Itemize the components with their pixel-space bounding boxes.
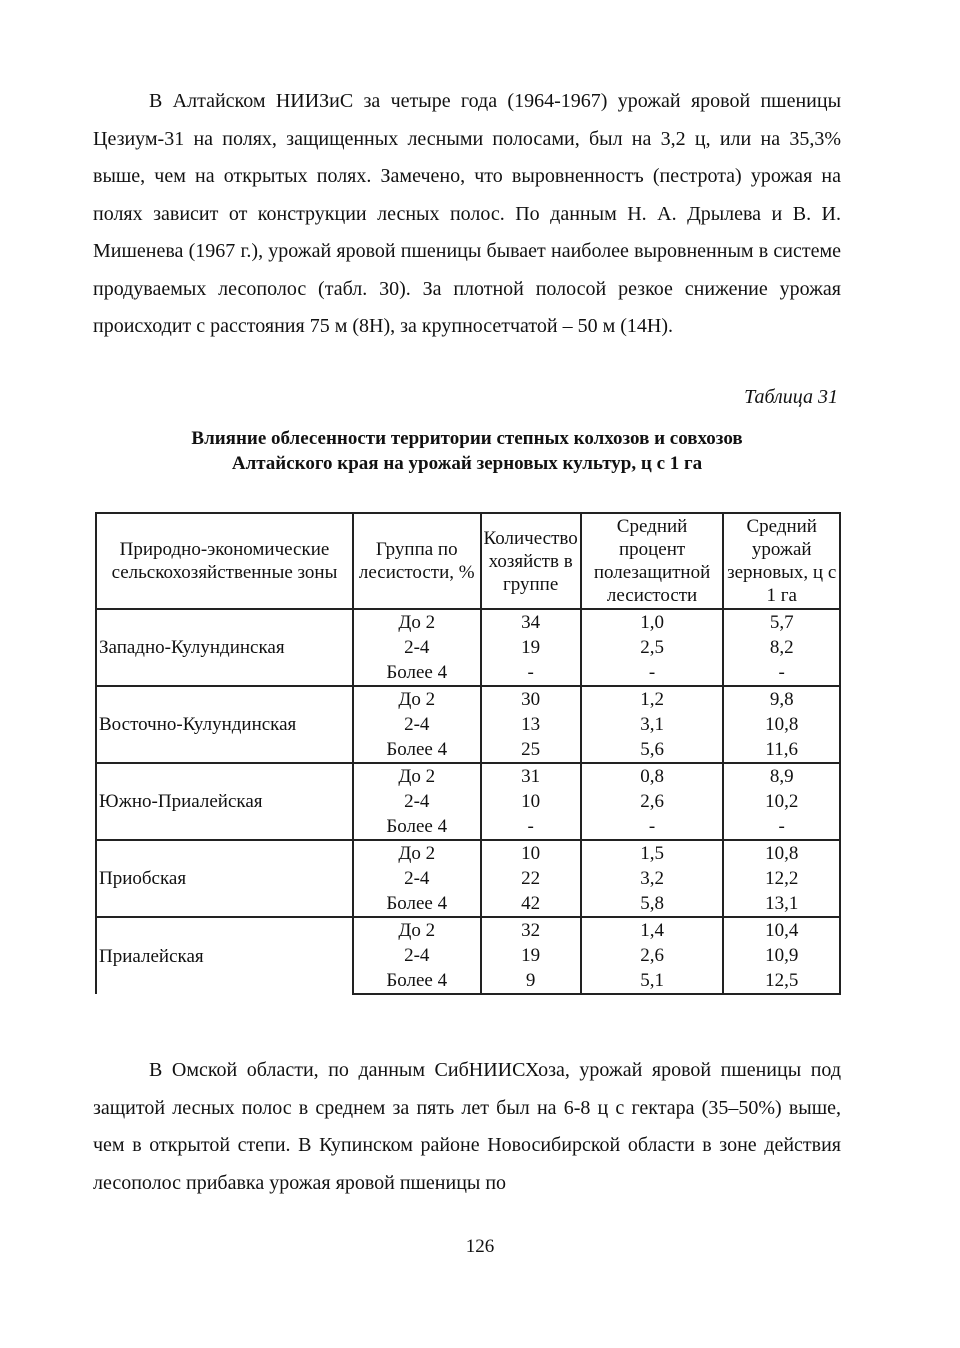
percent-cell: 1,2 [581, 686, 724, 712]
percent-cell: 5,8 [581, 891, 724, 917]
table-body [96, 609, 840, 994]
count-cell: 31 [481, 763, 581, 789]
percent-cell: 1,5 [581, 840, 724, 866]
header-group: Группа по лесистости, % [353, 513, 481, 609]
count-cell: 32 [481, 917, 581, 943]
count-cell: 10 [481, 789, 581, 814]
count-cell: 25 [481, 737, 581, 763]
table-row [96, 763, 840, 789]
yield-cell: - [723, 660, 840, 686]
count-cell: 42 [481, 891, 581, 917]
table-row [96, 917, 840, 943]
yield-cell: 8,2 [723, 635, 840, 660]
table-title-line-1: Влияние облесенности территории степных колхозов и совхозов [191, 428, 743, 449]
count-cell: 19 [481, 943, 581, 968]
count-cell: 13 [481, 712, 581, 737]
percent-cell: 3,2 [581, 866, 724, 891]
percent-cell: 2,5 [581, 635, 724, 660]
header-count: Количество хозяйств в группе [481, 513, 581, 609]
count-cell: 30 [481, 686, 581, 712]
group-cell: Более 4 [353, 814, 481, 840]
group-cell: Более 4 [353, 891, 481, 917]
yield-cell: 8,9 [723, 763, 840, 789]
zone-name-cell: Южно-Приалейская [96, 763, 353, 840]
count-cell: 34 [481, 609, 581, 635]
count-cell: 19 [481, 635, 581, 660]
group-cell: 2-4 [353, 943, 481, 968]
table-label: Таблица 31 [744, 386, 838, 408]
percent-cell: 0,8 [581, 763, 724, 789]
yield-cell: 13,1 [723, 891, 840, 917]
percent-cell: - [581, 814, 724, 840]
group-cell: До 2 [353, 840, 481, 866]
yield-cell: 12,5 [723, 968, 840, 994]
yield-cell: 10,2 [723, 789, 840, 814]
table-row [96, 840, 840, 866]
table-row [96, 609, 840, 635]
yield-cell: 12,2 [723, 866, 840, 891]
table-title-line-2: Алтайского края на урожай зерновых культур, ц с 1 га [231, 453, 703, 474]
group-cell: 2-4 [353, 866, 481, 891]
count-cell: 10 [481, 840, 581, 866]
paragraph-omsk: В Омской области, по данным СибНИИСХоза, урожай яровой пшеницы под защитой лесных полос в среднем за пять лет был на 6-8 ц с гектара (35–50%) выше, чем в открытой степи. В Купинском районе Новосибирской области в зоне действия лесополос прибавка урожая яровой пшеницы по [93, 1059, 841, 1194]
percent-cell: - [581, 660, 724, 686]
yield-cell: 5,7 [723, 609, 840, 635]
zone-name-cell: Приалейская [96, 917, 353, 994]
percent-cell: 5,6 [581, 737, 724, 763]
group-cell: Более 4 [353, 968, 481, 994]
group-cell: До 2 [353, 917, 481, 943]
header-yield: Средний урожай зерновых, ц с 1 га [723, 513, 840, 609]
group-cell: 2-4 [353, 789, 481, 814]
percent-cell: 5,1 [581, 968, 724, 994]
table-title [93, 426, 841, 476]
yield-cell: 10,8 [723, 840, 840, 866]
zone-name-cell: Приобская [96, 840, 353, 917]
header-zone: Природно-экономические сельскохозяйственные зоны [96, 513, 353, 609]
count-cell: - [481, 814, 581, 840]
yield-cell: 10,8 [723, 712, 840, 737]
group-cell: До 2 [353, 609, 481, 635]
table-row [96, 686, 840, 712]
zone-name-cell: Западно-Кулундинская [96, 609, 353, 686]
page-number: 126 [465, 1236, 495, 1257]
yield-cell: 10,9 [723, 943, 840, 968]
count-cell: - [481, 660, 581, 686]
paragraph-intro: В Алтайском НИИЗиС за четыре года (1964-1967) урожай яровой пшеницы Цезиум-31 на полях, защищенных лесными полосами, был на 3,2 ц, или на 35,3% выше, чем на открытых полях. Замечено, что выровненностъ (пестрота) урожая на полях зависит от конструкции лесных полос. По данным Н. А. Дрылева и В. И. Мишенева (1967 г.), урожай яровой пшеницы бывает наиболее выровненным в системе продуваемых лесополос (табл. 30). За плотной полосой резкое снижение урожая происходит с расстояния 75 м (8Н), за крупносетчатой – 50 м (14Н). [93, 90, 841, 337]
yield-cell: 11,6 [723, 737, 840, 763]
group-cell: 2-4 [353, 712, 481, 737]
percent-cell: 2,6 [581, 789, 724, 814]
group-cell: До 2 [353, 686, 481, 712]
percent-cell: 2,6 [581, 943, 724, 968]
group-cell: Более 4 [353, 737, 481, 763]
data-table [95, 512, 841, 995]
percent-cell: 3,1 [581, 712, 724, 737]
count-cell: 22 [481, 866, 581, 891]
yield-cell: 9,8 [723, 686, 840, 712]
group-cell: Более 4 [353, 660, 481, 686]
zone-name-cell: Восточно-Кулундинская [96, 686, 353, 763]
count-cell: 9 [481, 968, 581, 994]
percent-cell: 1,4 [581, 917, 724, 943]
percent-cell: 1,0 [581, 609, 724, 635]
table-header-row [96, 513, 840, 609]
yield-cell: - [723, 814, 840, 840]
group-cell: До 2 [353, 763, 481, 789]
yield-cell: 10,4 [723, 917, 840, 943]
group-cell: 2-4 [353, 635, 481, 660]
header-percent: Средний процент полезащитной лесистости [581, 513, 724, 609]
